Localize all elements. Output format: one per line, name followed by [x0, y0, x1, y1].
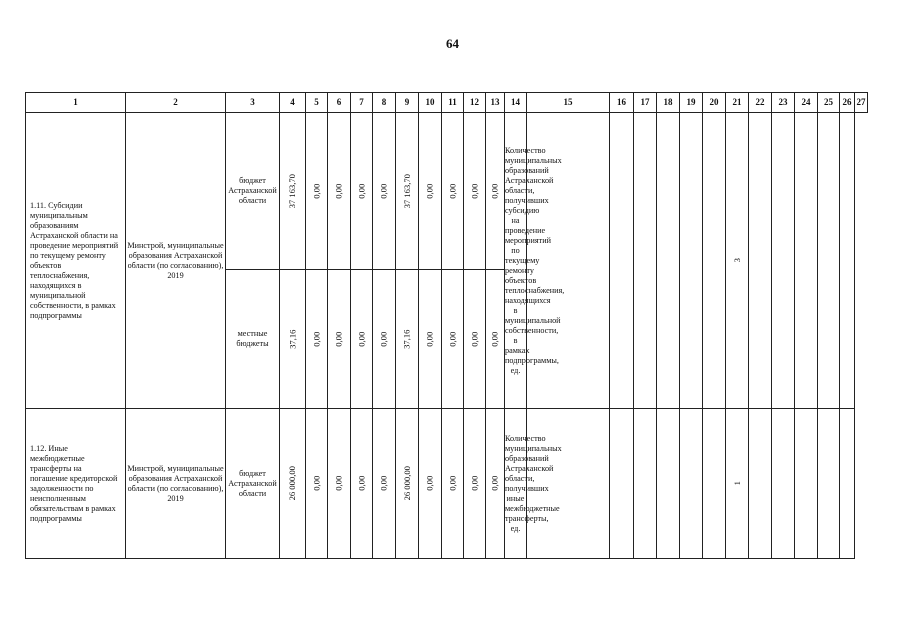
target-cell: [680, 113, 703, 409]
target-cell: [703, 409, 726, 559]
page-number: 64: [446, 36, 459, 51]
col-header: 12: [464, 93, 486, 113]
value-cell: 0,00: [328, 270, 351, 409]
col-header: 15: [527, 93, 610, 113]
target-cell: [818, 409, 840, 559]
target-cell: [634, 113, 657, 409]
value-cell: 26 000,00: [396, 409, 419, 559]
target-cell: [703, 113, 726, 409]
indicator-cell: Количество муниципальных образований Астраханской области, получивших субсидию на проведение мероприятий по текущему ремонту объектов теплоснабжения, находящихся в муниципальной собственности, в рамках подпрограммы, ед.: [505, 113, 527, 409]
value-cell: 0,00: [442, 409, 464, 559]
col-header: 17: [634, 93, 657, 113]
value-cell: 0,00: [306, 409, 328, 559]
target-cell: [795, 113, 818, 409]
col-header: 21: [726, 93, 749, 113]
measure-cell: 1.12. Иные межбюджетные трансферты на погашение кредиторской задолженности по неисполненным обязательствам в рамках подпрограммы: [26, 409, 126, 559]
col-header: 8: [373, 93, 396, 113]
value-cell: 0,00: [373, 270, 396, 409]
col-header: 9: [396, 93, 419, 113]
indicator-cell: Количество муниципальных образований Астраханской области, получивших иные межбюджетные трансферты, ед.: [505, 409, 527, 559]
target-value-cell: 1: [726, 409, 749, 559]
col-header: 19: [680, 93, 703, 113]
target-value-cell: 3: [726, 113, 749, 409]
source-cell: местные бюджеты: [226, 270, 280, 409]
value-cell: 0,00: [464, 270, 486, 409]
target-cell: [840, 113, 855, 409]
target-cell: [610, 113, 634, 409]
program-table: [25, 92, 868, 559]
value-cell: 0,00: [464, 409, 486, 559]
value-cell: 26 000,00: [280, 409, 306, 559]
executor-cell: Минстрой, муниципальные образования Астраханской области (по согласованию), 2019: [126, 409, 226, 559]
col-header: 25: [818, 93, 840, 113]
col-header: 23: [772, 93, 795, 113]
col-header: 16: [610, 93, 634, 113]
target-cell: [749, 113, 772, 409]
col-header: 20: [703, 93, 726, 113]
value-cell: 0,00: [419, 113, 442, 270]
measure-cell: 1.11. Субсидии муниципальным образованиям Астраханской области на проведение мероприятий по текущему ремонту объектов теплоснабжения, находящихся в муниципальной собственности, в рамках подпрограммы: [26, 113, 126, 409]
value-cell: 0,00: [442, 270, 464, 409]
value-cell: 0,00: [328, 409, 351, 559]
target-cell: [749, 409, 772, 559]
value-cell: 0,00: [419, 409, 442, 559]
value-cell: 0,00: [486, 409, 505, 559]
value-cell: 0,00: [419, 270, 442, 409]
col-header: 13: [486, 93, 505, 113]
target-cell: [634, 409, 657, 559]
target-cell: [657, 409, 680, 559]
value-cell: 0,00: [351, 270, 373, 409]
value-cell: 0,00: [351, 409, 373, 559]
col-header: 26: [840, 93, 855, 113]
target-cell: [818, 113, 840, 409]
col-header: 22: [749, 93, 772, 113]
value-cell: 37,16: [280, 270, 306, 409]
value-cell: 0,00: [464, 113, 486, 270]
executor-cell: Минстрой, муниципальные образования Астраханской области (по согласованию), 2019: [126, 113, 226, 409]
value-cell: 0,00: [486, 270, 505, 409]
col-header: 4: [280, 93, 306, 113]
source-cell: бюджет Астраханской области: [226, 113, 280, 270]
target-cell: [610, 409, 634, 559]
value-cell: 0,00: [328, 113, 351, 270]
value-cell: 0,00: [373, 113, 396, 270]
target-cell: [657, 113, 680, 409]
target-cell: [772, 409, 795, 559]
column-number-row: [26, 93, 868, 113]
table-row: [26, 113, 868, 270]
col-header: 27: [855, 93, 868, 113]
col-header: 2: [126, 93, 226, 113]
target-cell: [772, 113, 795, 409]
col-header: 5: [306, 93, 328, 113]
value-cell: 37,16: [396, 270, 419, 409]
value-cell: 0,00: [351, 113, 373, 270]
target-cell: [680, 409, 703, 559]
col-header: 18: [657, 93, 680, 113]
col-header: 24: [795, 93, 818, 113]
col-header: 10: [419, 93, 442, 113]
source-cell: бюджет Астраханской области: [226, 409, 280, 559]
col-header: 3: [226, 93, 280, 113]
table-row: [26, 409, 868, 559]
value-cell: 0,00: [373, 409, 396, 559]
value-cell: 0,00: [306, 113, 328, 270]
value-cell: 37 163,70: [396, 113, 419, 270]
col-header: 11: [442, 93, 464, 113]
target-cell: [795, 409, 818, 559]
col-header: 1: [26, 93, 126, 113]
value-cell: 0,00: [306, 270, 328, 409]
target-cell: [840, 409, 855, 559]
col-header: 14: [505, 93, 527, 113]
col-header: 6: [328, 93, 351, 113]
value-cell: 0,00: [486, 113, 505, 270]
value-cell: 0,00: [442, 113, 464, 270]
col-header: 7: [351, 93, 373, 113]
value-cell: 37 163,70: [280, 113, 306, 270]
